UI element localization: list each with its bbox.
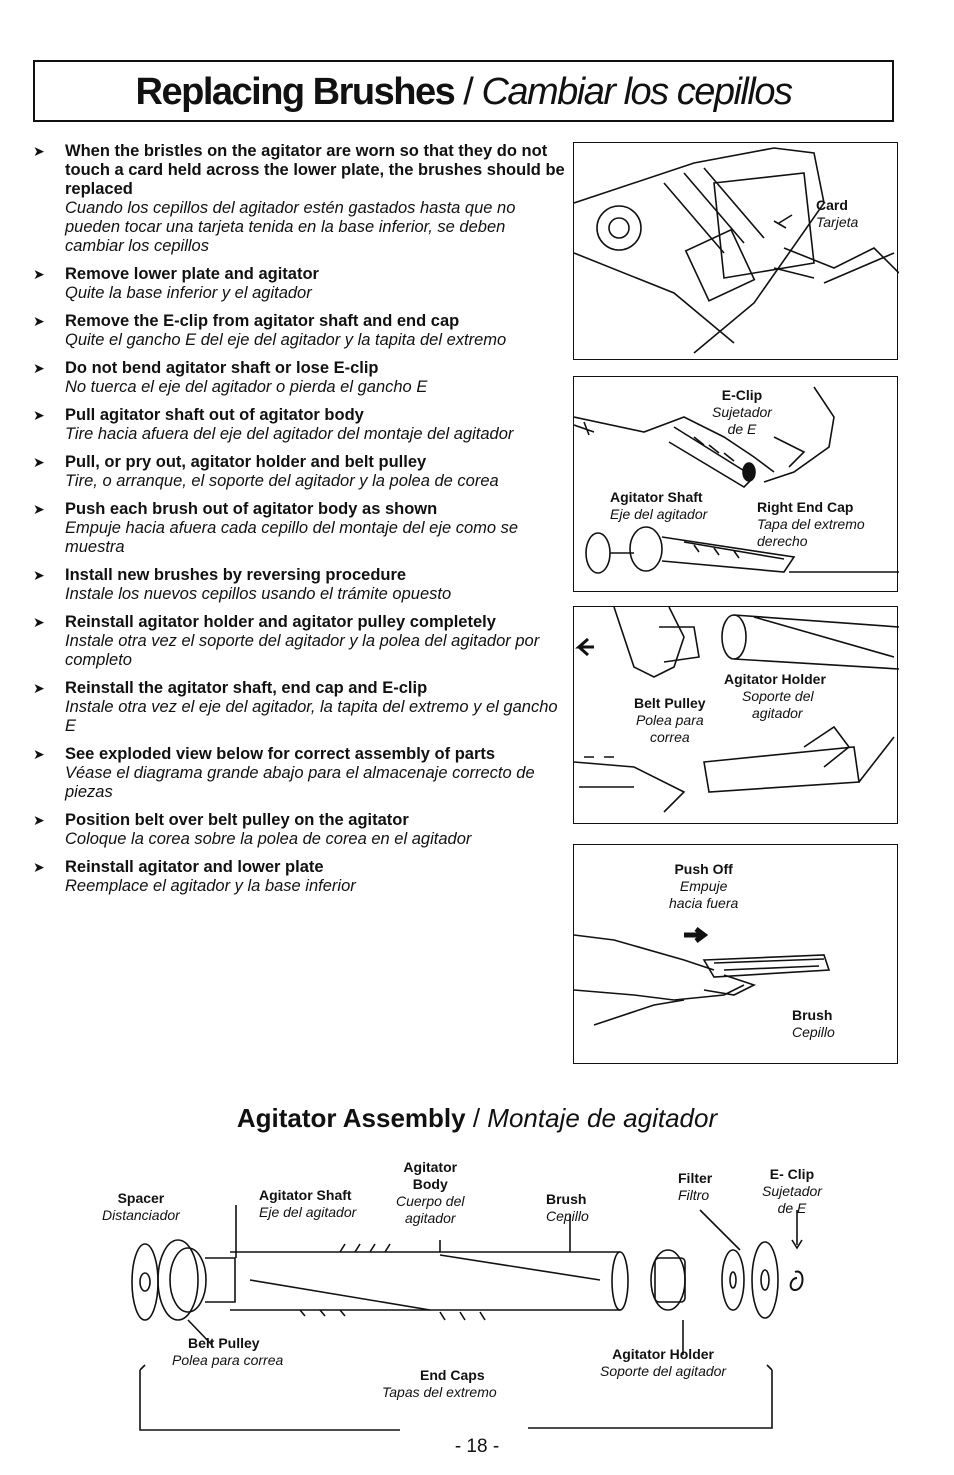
assembly-belt-pulley-label: Belt Pulley Polea para correa — [172, 1335, 284, 1368]
assembly-eclip-label: E- Clip Sujetador de E — [762, 1166, 822, 1216]
card-label: Card Tarjeta — [816, 197, 859, 230]
step-6: ➤ Pull, or pry out, agitator holder and belt pulley Tire, o arranque, el soporte del agitador y la polea de corea — [33, 453, 499, 490]
filter-label: Filter Filtro — [678, 1170, 713, 1203]
arrow-icon: ➤ — [33, 266, 45, 282]
end-caps-label: End Caps Tapas del extremo — [382, 1367, 497, 1400]
right-end-cap-label: Right End Cap Tapa del extremo derecho — [757, 499, 865, 549]
arrow-icon: ➤ — [33, 812, 45, 828]
instruction-list — [33, 142, 568, 905]
arrow-icon: ➤ — [33, 360, 45, 376]
step-13: ➤ Reinstall agitator and lower plate Reemplace el agitador y la base inferior — [33, 858, 356, 895]
step-12: ➤ Position belt over belt pulley on the agitator Coloque la corea sobre la polea de corea en el agitador — [33, 811, 472, 848]
arrow-icon: ➤ — [33, 680, 45, 696]
agitator-holder-label: Agitator Holder Soporte del agitador — [724, 671, 826, 721]
belt-pulley-label: Belt Pulley Polea para correa — [634, 695, 706, 745]
figure-holder-pulley — [573, 606, 898, 824]
assembly-shaft-label: Agitator Shaft Eje del agitador — [259, 1187, 357, 1220]
step-10: ➤ Reinstall the agitator shaft, end cap and E-clip Instale otra vez el eje del agitador, la tapita del extremo y el gancho E — [33, 679, 558, 735]
step-5: ➤ Pull agitator shaft out of agitator body Tire hacia afuera del eje del agitador del montaje del agitador — [33, 406, 514, 443]
assembly-holder-label: Agitator Holder Soporte del agitador — [600, 1346, 727, 1379]
arrow-icon: ➤ — [33, 746, 45, 762]
arrow-icon: ➤ — [33, 313, 45, 329]
step-7: ➤ Push each brush out of agitator body as shown Empuje hacia afuera cada cepillo del montaje del eje como se muestra — [33, 500, 519, 556]
step-4: ➤ Do not bend agitator shaft or lose E-clip No tuerca el eje del agitador o pierda el gancho E — [33, 359, 428, 396]
arrow-icon: ➤ — [33, 143, 45, 159]
eclip-label: E-Clip Sujetador de E — [712, 387, 772, 437]
arrow-icon: ➤ — [33, 614, 45, 630]
brush-label: Brush Cepillo — [792, 1007, 835, 1040]
figure-eclip-removal — [573, 376, 898, 592]
step-9: ➤ Reinstall agitator holder and agitator pulley completely Instale otra vez el soporte del agitador y la polea del agitador por completo — [33, 613, 540, 669]
page-number: - 18 - — [454, 1436, 500, 1457]
vacuum-lower-plate-illustration — [574, 143, 899, 361]
agitator-shaft-label: Agitator Shaft Eje del agitador — [610, 489, 708, 522]
agitator-body-label: Agitator Body Cuerpo del agitador — [396, 1159, 465, 1226]
step-3: ➤ Remove the E-clip from agitator shaft and end cap Quite el gancho E del eje del agitador y la tapita del extremo — [33, 312, 507, 349]
arrow-icon: ➤ — [33, 567, 45, 583]
page-title: Replacing Brushes / Cambiar los cepillos — [135, 71, 792, 113]
agitator-assembly-title: Agitator Assembly / Montaje de agitador — [236, 1103, 718, 1133]
step-11: ➤ See exploded view below for correct assembly of parts Véase el diagrama grande abajo para el almacenaje correcto de piezas — [33, 745, 535, 801]
figure-push-brush — [573, 844, 898, 1064]
step-2: ➤ Remove lower plate and agitator Quite la base inferior y el agitador — [33, 265, 319, 302]
assembly-brush-label: Brush Cepillo — [546, 1191, 589, 1224]
spacer-label: Spacer Distanciador — [102, 1190, 180, 1223]
title-box — [33, 60, 894, 122]
arrow-icon: ➤ — [33, 454, 45, 470]
step-1: ➤ When the bristles on the agitator are worn so that they do not touch a card held across the lower plate, the brushes should be replaced Cuando los cepillos del agitador estén gastados hasta que no pueden tocar una tarjeta tenida en la base inferior, se deben cambiar los cepillos — [33, 142, 565, 255]
step-8: ➤ Install new brushes by reversing procedure Instale los nuevos cepillos usando el trámite opuesto — [33, 566, 452, 603]
push-off-label: Push Off Empuje hacia fuera — [669, 861, 739, 911]
arrow-icon: ➤ — [33, 407, 45, 423]
arrow-icon: ➤ — [33, 859, 45, 875]
arrow-icon: ➤ — [33, 501, 45, 517]
figure-card-test — [573, 142, 898, 360]
